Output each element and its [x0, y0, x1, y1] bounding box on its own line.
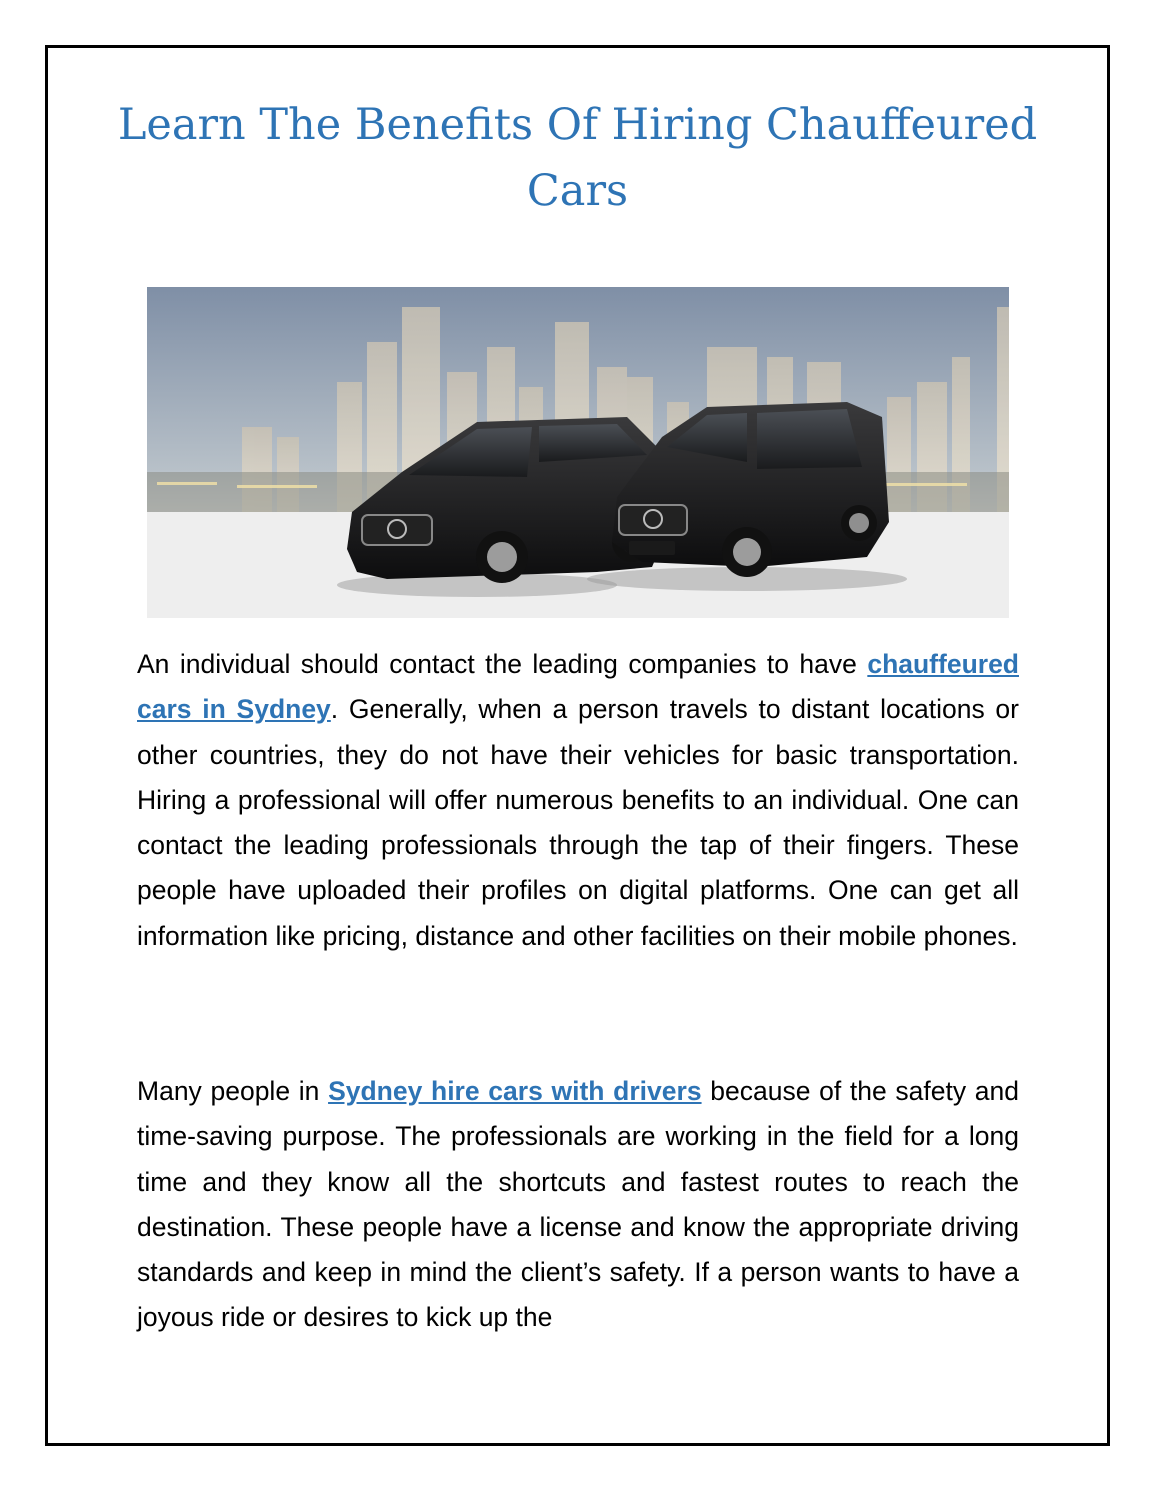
paragraph-2-text-start: Many people in — [137, 1076, 329, 1106]
paragraph-2 — [137, 1069, 1019, 1341]
link-chauffeured-cars-sydney[interactable]: chauffeured cars in Sydney — [137, 649, 1019, 725]
paragraph-2-text-end: because of the safety and time-saving purpose. The professionals are working in the field for a long time and they know all the shortcuts and fastest routes to reach the destination. These people have a license and know the appropriate driving standards and keep in mind the client’s safety. If a person wants to have a joyous ride or desires to kick up the — [137, 1076, 1020, 1333]
paragraph-1-text-start: An individual should contact the leading companies to have — [137, 649, 868, 679]
link-sydney-hire-cars-drivers[interactable]: Sydney hire cars with drivers — [328, 1076, 702, 1106]
city-skyline-vans-illustration — [147, 287, 1009, 618]
paragraph-1-text-end: . Generally, when a person travels to distant locations or other countries, they do not have their vehicles for basic transportation. Hiring a professional will offer numerous benefits to an individual. One can contact the leading professionals through the tap of their fingers. These people have uploaded their profiles on digital platforms. One can get all information like pricing, distance and other facilities on their mobile phones. — [137, 694, 1019, 951]
page-title: Learn The Benefits Of Hiring Chauffeured Cars — [117, 100, 1038, 216]
hero-image — [147, 287, 1009, 618]
paragraph-1 — [137, 642, 1019, 959]
